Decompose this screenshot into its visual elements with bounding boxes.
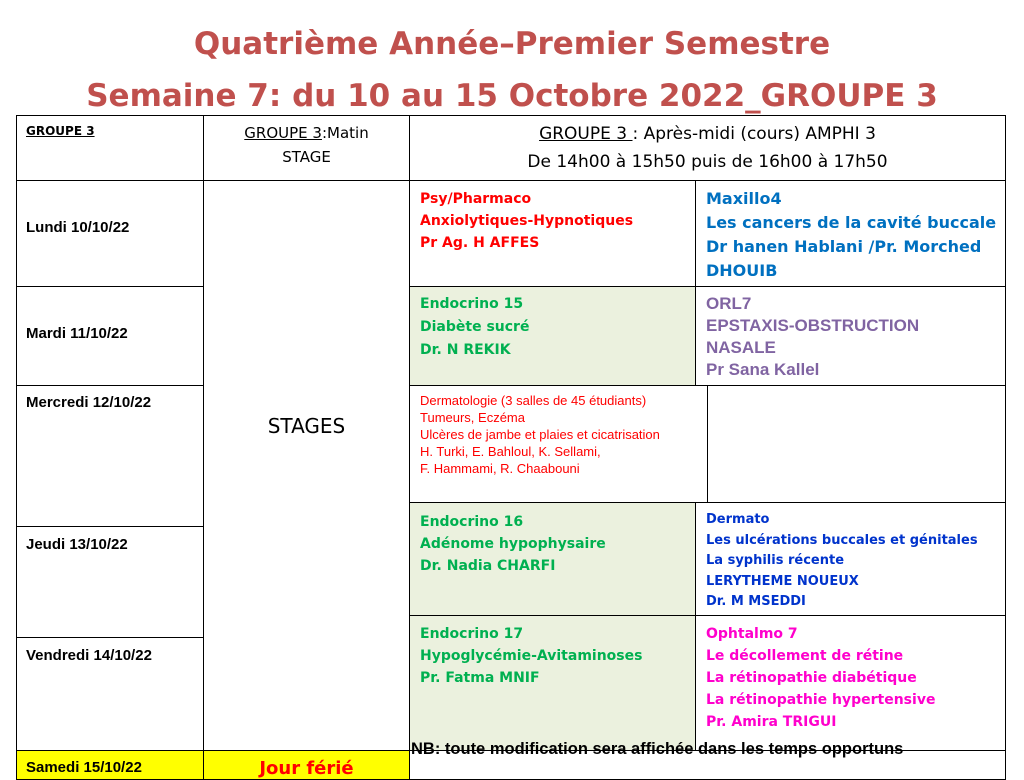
mardi-s2-line-3: NASALE <box>706 338 776 357</box>
header-group-label: GROUPE 3 <box>26 124 95 138</box>
mardi-session2 <box>695 286 1006 386</box>
mercredi-s1-line-1: Dermatologie (3 salles de 45 étudiants) <box>420 393 647 408</box>
day-label-jeudi: Jeudi 13/10/22 <box>26 536 128 553</box>
footer-note: NB: toute modification sera affichée dans les temps opportuns <box>411 740 904 758</box>
samedi-morning-cell <box>203 750 410 780</box>
jeudi-s2-line-1: Dermato <box>706 512 770 527</box>
lundi-s2-line-3: Dr hanen Hablani /Pr. Morched <box>706 237 982 256</box>
mercredi-session2-empty <box>707 385 1006 503</box>
lundi-s1-line-3: Pr Ag. H AFFES <box>420 235 540 251</box>
header-afternoon-suffix: : Après-midi (cours) AMPHI 3 <box>632 124 876 144</box>
page-subtitle: Semaine 7: du 10 au 15 Octobre 2022_GROUPE 3 <box>86 78 938 114</box>
mercredi-s1-line-3: Ulcères de jambe et plaies et cicatrisation <box>420 427 660 442</box>
day-label-mardi: Mardi 11/10/22 <box>26 325 128 342</box>
lundi-s1-line-1: Psy/Pharmaco <box>420 191 532 207</box>
lundi-session1 <box>409 180 696 287</box>
samedi-holiday-label: Jour férié <box>259 758 354 779</box>
header-morning-line <box>204 124 409 142</box>
mercredi-session1 <box>409 385 708 503</box>
mardi-s1-line-1: Endocrino 15 <box>420 296 524 312</box>
jeudi-session2 <box>695 502 1006 616</box>
day-cell-samedi <box>16 750 204 780</box>
mardi-s1-line-3: Dr. N REKIK <box>420 342 511 358</box>
mercredi-s1-line-4: H. Turki, E. Bahloul, K. Sellami, <box>420 444 601 459</box>
vendredi-s2-line-4: La rétinopathie hypertensive <box>706 692 936 708</box>
day-cell-mardi <box>16 286 204 386</box>
vendredi-s1-line-2: Hypoglycémie-Avitaminoses <box>420 648 643 664</box>
vendredi-s2-line-2: Le décollement de rétine <box>706 648 904 664</box>
jeudi-s1-line-2: Adénome hypophysaire <box>420 536 606 552</box>
lundi-s2-line-2: Les cancers de la cavité buccale <box>706 213 997 232</box>
day-cell-lundi <box>16 180 204 287</box>
jeudi-s2-line-5: Dr. M MSEDDI <box>706 594 806 609</box>
header-morning-suffix: :Matin <box>321 124 369 142</box>
header-group-cell <box>16 115 204 181</box>
day-cell-vendredi <box>16 637 204 751</box>
jeudi-session1 <box>409 502 696 616</box>
stages-label: STAGES <box>267 414 346 438</box>
jeudi-s2-line-2: Les ulcérations buccales et génitales <box>706 532 978 548</box>
day-label-lundi: Lundi 10/10/22 <box>26 219 130 236</box>
header-morning-cell <box>203 115 410 181</box>
lundi-s2-line-4: DHOUIB <box>706 261 778 280</box>
header-morning-group: GROUPE 3 <box>244 124 322 142</box>
vendredi-session2 <box>695 615 1006 751</box>
mardi-s2-line-4: Pr Sana Kallel <box>706 360 820 379</box>
lundi-s1-line-2: Anxiolytiques-Hypnotiques <box>420 213 634 229</box>
lundi-session2 <box>695 180 1006 287</box>
page-title: Quatrième Année–Premier Semestre <box>193 26 831 62</box>
day-label-mercredi: Mercredi 12/10/22 <box>26 394 152 411</box>
mercredi-s1-line-2: Tumeurs, Eczéma <box>420 410 525 425</box>
vendredi-s2-line-1: Ophtalmo 7 <box>706 626 798 642</box>
mardi-s2-line-2: EPSTAXIS-OBSTRUCTION <box>706 316 920 335</box>
day-label-vendredi: Vendredi 14/10/22 <box>26 647 152 664</box>
day-cell-mercredi <box>16 385 204 527</box>
lundi-s2-line-1: Maxillo4 <box>706 189 782 208</box>
jeudi-s2-line-4: LERYTHEME NOUEUX <box>706 573 859 589</box>
header-afternoon-line <box>410 124 1005 144</box>
header-morning-stage: STAGE <box>282 148 331 166</box>
jeudi-s1-line-1: Endocrino 16 <box>420 514 524 530</box>
vendredi-s1-line-3: Pr. Fatma MNIF <box>420 670 540 686</box>
stages-cell <box>203 180 410 751</box>
jeudi-s2-line-3: La syphilis récente <box>706 553 845 568</box>
vendredi-s1-line-1: Endocrino 17 <box>420 626 524 642</box>
vendredi-session1 <box>409 615 696 751</box>
header-afternoon-hours: De 14h00 à 15h50 puis de 16h00 à 17h50 <box>527 152 888 172</box>
mercredi-s1-line-5: F. Hammami, R. Chaabouni <box>420 461 580 476</box>
header-afternoon-cell <box>409 115 1006 181</box>
vendredi-s2-line-5: Pr. Amira TRIGUI <box>706 714 837 730</box>
mardi-s1-line-2: Diabète sucré <box>420 319 530 335</box>
mardi-s2-line-1: ORL7 <box>706 294 752 313</box>
day-label-samedi: Samedi 15/10/22 <box>26 759 142 776</box>
vendredi-s2-line-3: La rétinopathie diabétique <box>706 670 917 686</box>
mardi-session1 <box>409 286 696 386</box>
header-afternoon-group: GROUPE 3 <box>539 124 633 144</box>
day-cell-jeudi <box>16 526 204 638</box>
jeudi-s1-line-3: Dr. Nadia CHARFI <box>420 558 556 574</box>
